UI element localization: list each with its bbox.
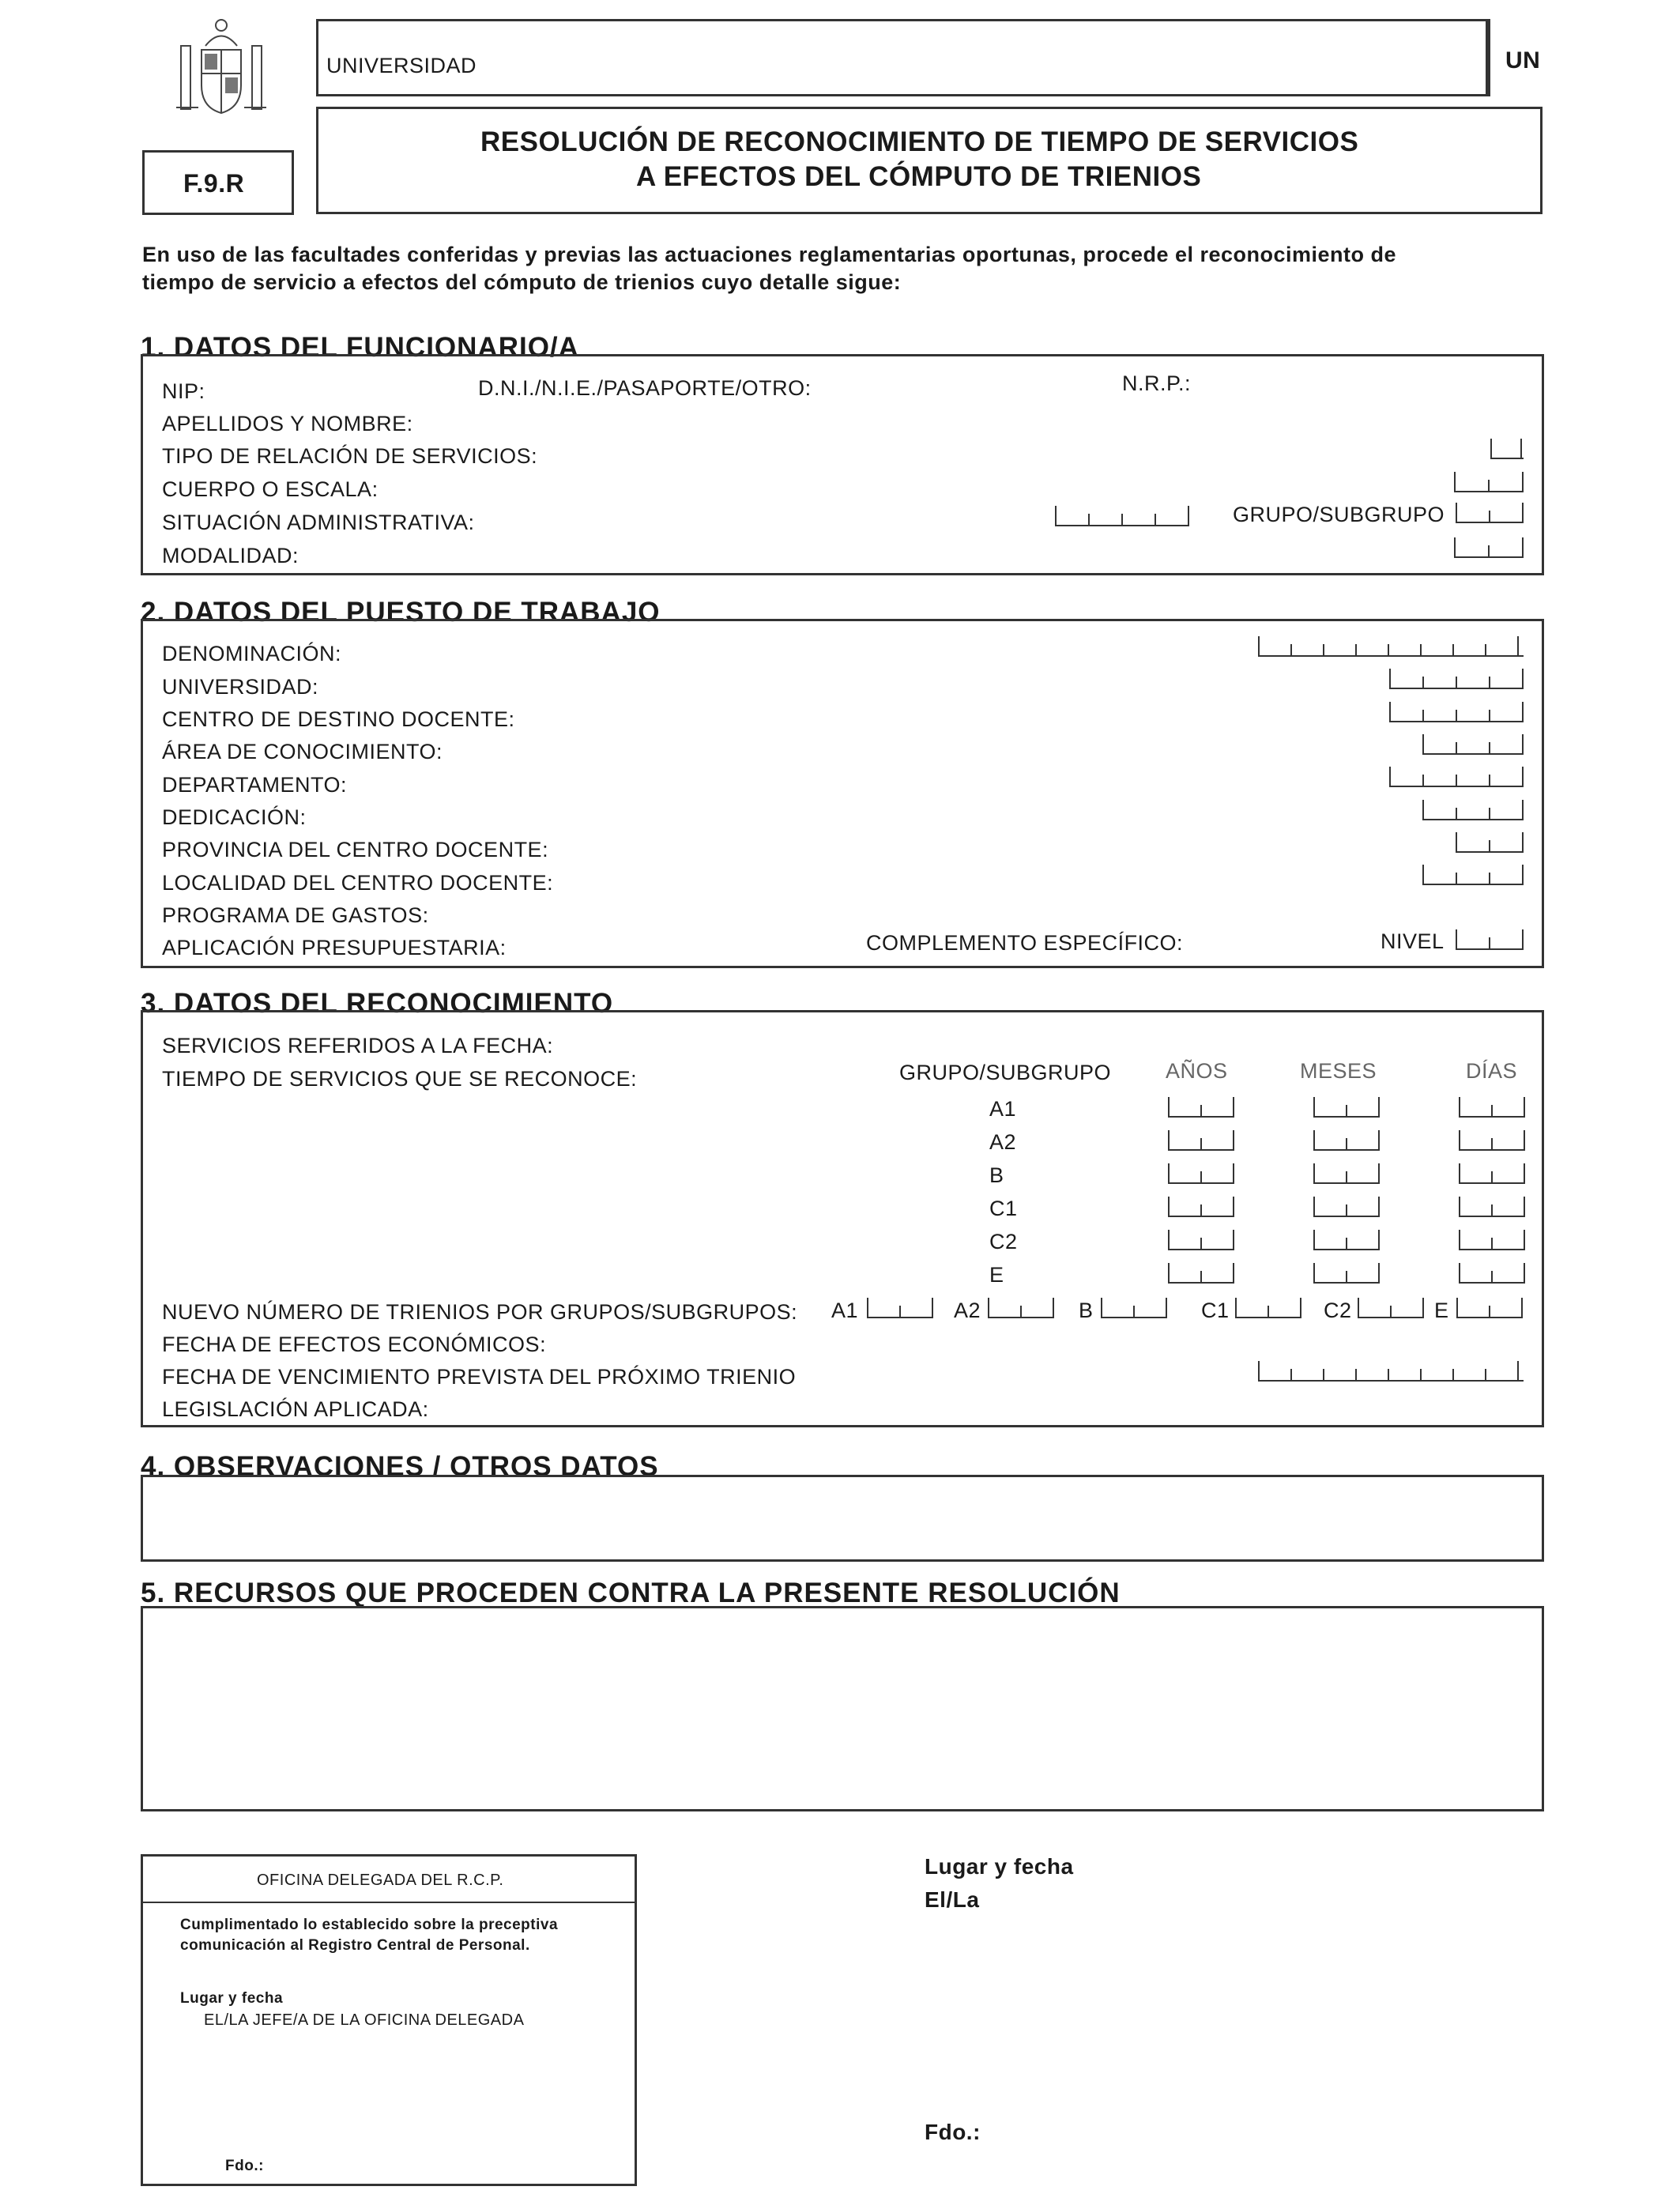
trienio-c1-cells[interactable] <box>1235 1298 1301 1318</box>
title-box <box>316 107 1543 214</box>
dedicacion-label: DEDICACIÓN: <box>162 805 307 829</box>
group-row-meses-cells[interactable] <box>1313 1163 1380 1184</box>
section4-title: 4. OBSERVACIONES / OTROS DATOS <box>141 1451 659 1482</box>
dni-label: D.N.I./N.I.E./PASAPORTE/OTRO: <box>478 376 812 400</box>
universidad-puesto-label: UNIVERSIDAD: <box>162 675 319 699</box>
provincia-label: PROVINCIA DEL CENTRO DOCENTE: <box>162 838 549 861</box>
group-row-label: C2 <box>989 1230 1018 1253</box>
situacion-label: SITUACIÓN ADMINISTRATIVA: <box>162 511 475 534</box>
area-cells[interactable] <box>1422 734 1524 755</box>
group-row-dias-cells[interactable] <box>1459 1230 1525 1250</box>
grupo-label: GRUPO/SUBGRUPO <box>1233 503 1445 526</box>
aplicacion-label: APLICACIÓN PRESUPUESTARIA: <box>162 936 507 959</box>
oficina-title: OFICINA DELEGADA DEL R.C.P. <box>257 1872 504 1889</box>
tiempo-label: TIEMPO DE SERVICIOS QUE SE RECONOCE: <box>162 1067 638 1091</box>
tipo-relacion-label: TIPO DE RELACIÓN DE SERVICIOS: <box>162 444 538 468</box>
page-title-line1: RESOLUCIÓN DE RECONOCIMIENTO DE TIEMPO DE SERVICIOS <box>480 126 1359 157</box>
centro-cells[interactable] <box>1389 702 1524 722</box>
group-row-dias-cells[interactable] <box>1459 1197 1525 1217</box>
group-row-anos-cells[interactable] <box>1168 1163 1234 1184</box>
grupo-cells[interactable] <box>1456 503 1524 523</box>
group-row-label: A2 <box>989 1130 1017 1154</box>
trienio-c2-label: C2 <box>1324 1299 1352 1322</box>
intro-line2: tiempo de servicio a efectos del cómputo de trienios cuyo detalle sigue: <box>142 270 902 294</box>
nuevo-numero-label: NUEVO NÚMERO DE TRIENIOS POR GRUPOS/SUBGRUPOS: <box>162 1300 798 1324</box>
group-row-label: E <box>989 1263 1004 1287</box>
un-divider <box>1486 19 1488 96</box>
oficina-jefe: EL/LA JEFE/A DE LA OFICINA DELEGADA <box>204 2011 525 2029</box>
group-row-label: B <box>989 1163 1004 1187</box>
oficina-text-line2: comunicación al Registro Central de Personal. <box>180 1937 530 1954</box>
cuerpo-cells[interactable] <box>1454 472 1524 492</box>
intro-line1: En uso de las facultades conferidas y previas las actuaciones reglamentarias oportunas, procede el reconocimiento de <box>142 243 1397 266</box>
section3-title: 3. DATOS DEL RECONOCIMIENTO <box>141 988 614 1019</box>
page-title-line2: A EFECTOS DEL CÓMPUTO DE TRIENIOS <box>636 161 1202 192</box>
fecha-efectos-label: FECHA DE EFECTOS ECONÓMICOS: <box>162 1333 547 1356</box>
departamento-cells[interactable] <box>1389 767 1524 787</box>
oficina-text-line1: Cumplimentado lo establecido sobre la preceptiva <box>180 1917 559 1933</box>
section2-title: 2. DATOS DEL PUESTO DE TRABAJO <box>141 597 661 628</box>
nivel-cells[interactable] <box>1456 929 1524 950</box>
firma-lugar: Lugar y fecha <box>925 1854 1074 1879</box>
legislacion-label: LEGISLACIÓN APLICADA: <box>162 1397 429 1421</box>
group-row-dias-cells[interactable] <box>1459 1163 1525 1184</box>
nrp-label: N.R.P.: <box>1122 371 1192 395</box>
group-row-dias-cells[interactable] <box>1459 1263 1525 1284</box>
trienio-c2-cells[interactable] <box>1358 1298 1424 1318</box>
tipo-relacion-cells[interactable] <box>1490 439 1524 459</box>
universidad-label: UNIVERSIDAD <box>326 54 477 77</box>
servicios-fecha-label: SERVICIOS REFERIDOS A LA FECHA: <box>162 1034 554 1057</box>
trienio-c1-label: C1 <box>1201 1299 1230 1322</box>
trienio-e-label: E <box>1434 1299 1449 1322</box>
section5-title: 5. RECURSOS QUE PROCEDEN CONTRA LA PRESENTE RESOLUCIÓN <box>141 1578 1121 1608</box>
trienio-b-cells[interactable] <box>1101 1298 1167 1318</box>
oficina-lugar: Lugar y fecha <box>180 1990 284 2007</box>
trienio-e-cells[interactable] <box>1456 1298 1523 1318</box>
dedicacion-cells[interactable] <box>1422 800 1524 820</box>
modalidad-cells[interactable] <box>1454 537 1524 558</box>
trienio-a2-cells[interactable] <box>988 1298 1054 1318</box>
firma-fdo: Fdo.: <box>925 2120 981 2144</box>
modalidad-label: MODALIDAD: <box>162 544 299 567</box>
denominacion-label: DENOMINACIÓN: <box>162 642 342 665</box>
group-row-meses-cells[interactable] <box>1313 1130 1380 1151</box>
group-row-meses-cells[interactable] <box>1313 1197 1380 1217</box>
localidad-label: LOCALIDAD DEL CENTRO DOCENTE: <box>162 871 554 895</box>
oficina-fdo: Fdo.: <box>225 2158 264 2174</box>
fecha-vencimiento-cells[interactable] <box>1258 1361 1524 1382</box>
departamento-label: DEPARTAMENTO: <box>162 773 348 797</box>
nip-label: NIP: <box>162 379 205 403</box>
form-id: F.9.R <box>183 169 245 198</box>
group-row-label: C1 <box>989 1197 1018 1220</box>
trienio-a2-label: A2 <box>954 1299 981 1322</box>
group-row-anos-cells[interactable] <box>1168 1130 1234 1151</box>
group-row-anos-cells[interactable] <box>1168 1263 1234 1284</box>
trienio-a1-cells[interactable] <box>867 1298 933 1318</box>
col-dias-header: DÍAS <box>1466 1059 1518 1083</box>
fecha-vencimiento-label: FECHA DE VENCIMIENTO PREVISTA DEL PRÓXIMO TRIENIO <box>162 1365 797 1389</box>
firma-el-la: El/La <box>925 1887 980 1912</box>
col-anos-header: AÑOS <box>1166 1059 1228 1083</box>
nivel-label: NIVEL <box>1381 929 1445 953</box>
section1-title: 1. DATOS DEL FUNCIONARIO/A <box>141 332 579 363</box>
recursos-field[interactable] <box>141 1606 1544 1811</box>
situacion-cells[interactable] <box>1055 506 1189 526</box>
group-row-meses-cells[interactable] <box>1313 1097 1380 1118</box>
group-row-anos-cells[interactable] <box>1168 1230 1234 1250</box>
localidad-cells[interactable] <box>1422 865 1524 885</box>
group-row-meses-cells[interactable] <box>1313 1230 1380 1250</box>
universidad-cells[interactable] <box>1389 669 1524 689</box>
group-row-anos-cells[interactable] <box>1168 1197 1234 1217</box>
col-meses-header: MESES <box>1300 1059 1377 1083</box>
programa-label: PROGRAMA DE GASTOS: <box>162 903 429 927</box>
group-row-label: A1 <box>989 1097 1017 1121</box>
oficina-divider <box>141 1902 637 1903</box>
cuerpo-label: CUERPO O ESCALA: <box>162 477 379 501</box>
group-row-anos-cells[interactable] <box>1168 1097 1234 1118</box>
group-row-meses-cells[interactable] <box>1313 1263 1380 1284</box>
universidad-field[interactable] <box>316 19 1490 96</box>
denominacion-cells[interactable] <box>1258 636 1524 657</box>
complemento-label: COMPLEMENTO ESPECÍFICO: <box>866 931 1184 955</box>
trienio-a1-label: A1 <box>831 1299 859 1322</box>
un-code: UN <box>1505 47 1541 74</box>
group-row-dias-cells[interactable] <box>1459 1097 1525 1118</box>
coat-of-arms-icon <box>170 14 273 119</box>
group-row-dias-cells[interactable] <box>1459 1130 1525 1151</box>
trienio-b-label: B <box>1079 1299 1094 1322</box>
apellidos-label: APELLIDOS Y NOMBRE: <box>162 412 413 435</box>
observaciones-field[interactable] <box>141 1475 1544 1562</box>
centro-label: CENTRO DE DESTINO DOCENTE: <box>162 707 515 731</box>
provincia-cells[interactable] <box>1456 832 1524 853</box>
area-label: ÁREA DE CONOCIMIENTO: <box>162 740 443 763</box>
col-grupo-header: GRUPO/SUBGRUPO <box>899 1061 1112 1084</box>
